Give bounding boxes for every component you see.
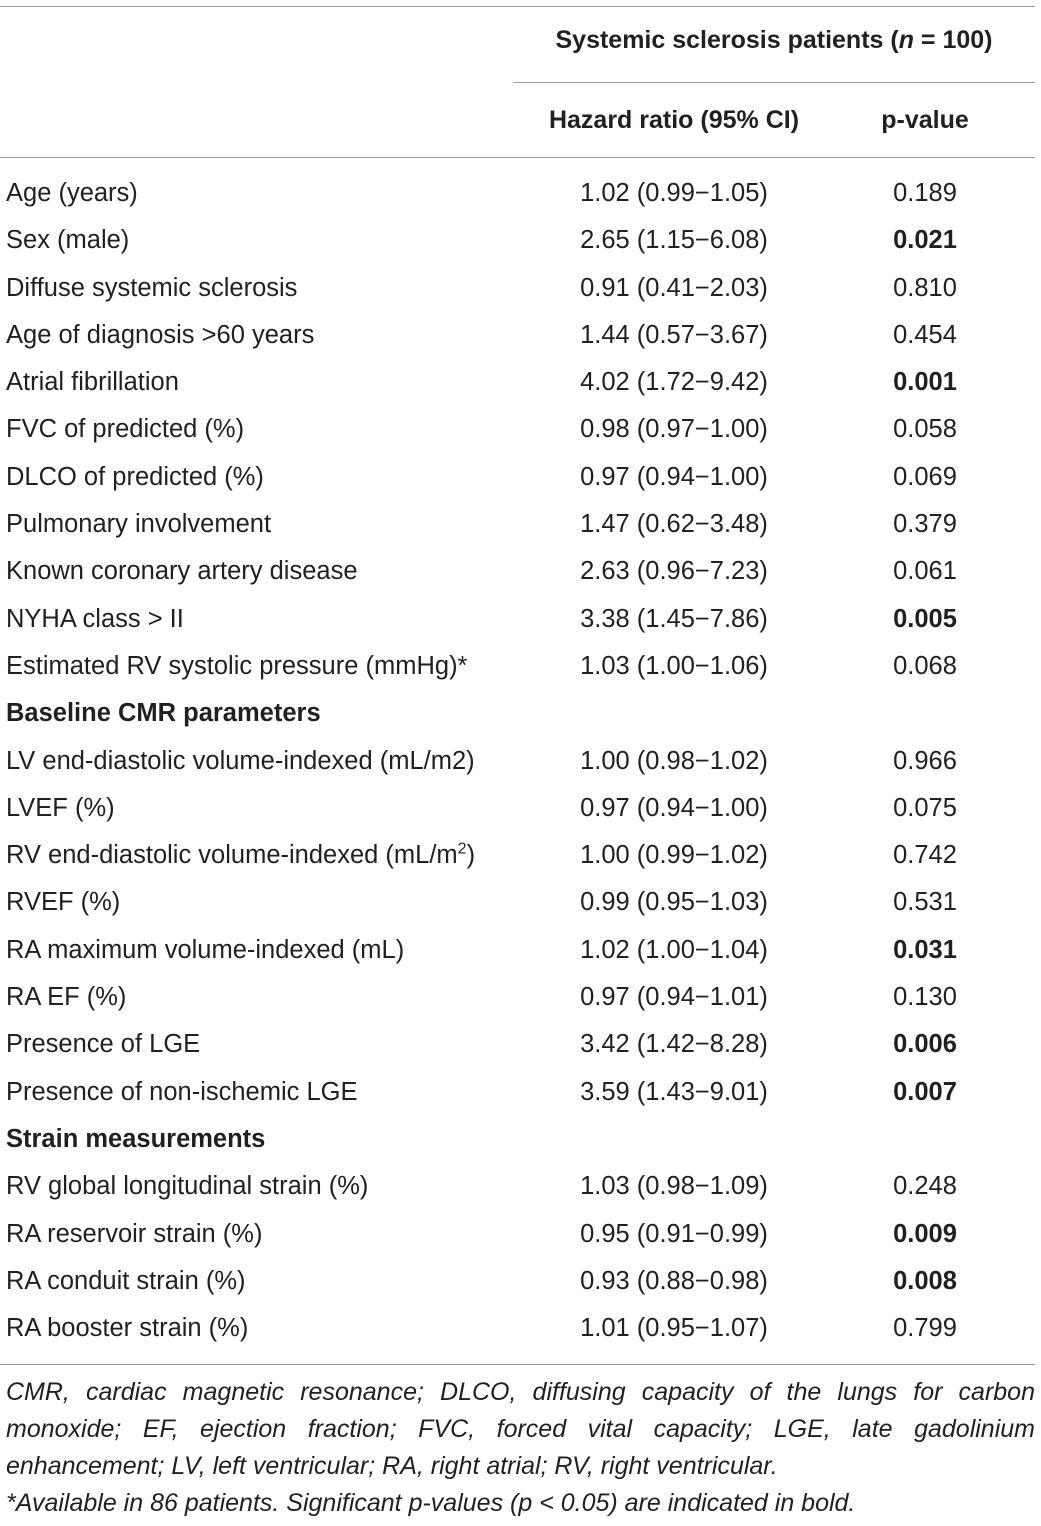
row-label: Presence of LGE xyxy=(6,1030,201,1059)
row-hazard-ratio: 2.65 (1.15−6.08) xyxy=(580,226,768,255)
group-header: Systemic sclerosis patients (n = 100) xyxy=(555,26,993,54)
row-p-value: 0.001 xyxy=(893,368,957,397)
table-row xyxy=(0,1021,1035,1068)
row-p-value: 0.021 xyxy=(893,226,957,255)
group-header-rule xyxy=(513,82,1035,83)
row-label: RA reservoir strain (%) xyxy=(6,1219,263,1248)
row-hazard-ratio: 3.59 (1.43−9.01) xyxy=(580,1077,768,1106)
table-row xyxy=(0,1258,1035,1305)
row-label: RV global longitudinal strain (%) xyxy=(6,1172,369,1201)
row-p-value: 0.379 xyxy=(893,510,957,539)
table-row xyxy=(0,1211,1035,1258)
column-header-hazard-ratio: Hazard ratio (95% CI) xyxy=(548,106,800,134)
row-label: RA conduit strain (%) xyxy=(6,1266,246,1295)
table-body xyxy=(0,170,1035,1352)
row-label: Presence of non-ischemic LGE xyxy=(6,1077,358,1106)
row-p-value: 0.058 xyxy=(893,415,957,444)
row-label: FVC of predicted (%) xyxy=(6,415,245,444)
row-label: Atrial fibrillation xyxy=(6,368,179,397)
row-p-value: 0.031 xyxy=(893,935,957,964)
row-p-value: 0.068 xyxy=(893,651,957,680)
table-row xyxy=(0,359,1035,406)
row-hazard-ratio: 0.98 (0.97−1.00) xyxy=(580,415,768,444)
row-p-value: 0.006 xyxy=(893,1030,957,1059)
row-p-value: 0.799 xyxy=(893,1314,957,1343)
row-p-value: 0.009 xyxy=(893,1219,957,1248)
table-row xyxy=(0,974,1035,1021)
row-p-value: 0.008 xyxy=(893,1266,957,1295)
table-row xyxy=(0,1305,1035,1352)
table-row xyxy=(0,170,1035,217)
table-row xyxy=(0,596,1035,643)
row-label: RVEF (%) xyxy=(6,888,121,917)
footnote-rule xyxy=(0,1364,1035,1365)
table-row xyxy=(0,454,1035,501)
table-row xyxy=(0,927,1035,974)
row-label: Age of diagnosis >60 years xyxy=(6,320,315,349)
row-p-value: 0.061 xyxy=(893,557,957,586)
row-hazard-ratio: 0.91 (0.41−2.03) xyxy=(580,273,768,302)
table-footnote xyxy=(6,1374,1035,1522)
row-hazard-ratio: 1.01 (0.95−1.07) xyxy=(580,1314,768,1343)
row-hazard-ratio: 1.47 (0.62−3.48) xyxy=(580,510,768,539)
row-p-value: 0.742 xyxy=(893,841,957,870)
row-label: Diffuse systemic sclerosis xyxy=(6,273,298,302)
row-hazard-ratio: 0.93 (0.88−0.98) xyxy=(580,1266,768,1295)
table-row xyxy=(0,738,1035,785)
footnote-significance: *Available in 86 patients. Significant p-values (p < 0.05) are indicated in bold. xyxy=(6,1489,856,1517)
section-label: Baseline CMR parameters xyxy=(6,699,321,728)
table-row xyxy=(0,1069,1035,1116)
superscript: 2 xyxy=(457,840,467,858)
row-hazard-ratio: 0.97 (0.94−1.01) xyxy=(580,983,768,1012)
row-label: Age (years) xyxy=(6,179,138,207)
table-row xyxy=(0,548,1035,595)
row-label: LVEF (%) xyxy=(6,793,115,822)
table-row xyxy=(0,406,1035,453)
row-p-value: 0.966 xyxy=(893,746,957,775)
row-hazard-ratio: 1.44 (0.57−3.67) xyxy=(580,320,768,349)
row-hazard-ratio: 1.03 (1.00−1.06) xyxy=(580,651,768,680)
table-row xyxy=(0,785,1035,832)
row-p-value: 0.007 xyxy=(893,1077,957,1106)
row-label: Pulmonary involvement xyxy=(6,510,272,539)
row-hazard-ratio: 2.63 (0.96−7.23) xyxy=(580,557,768,586)
row-label: RV end-diastolic volume-indexed $(mL/m^2)$ xyxy=(6,840,476,870)
row-hazard-ratio: 1.00 (0.99−1.02) xyxy=(580,841,768,870)
row-hazard-ratio: 0.95 (0.91−0.99) xyxy=(580,1219,768,1248)
table-row xyxy=(0,879,1035,926)
table-row xyxy=(0,1163,1035,1210)
group-header-n: n xyxy=(898,26,914,54)
row-label: Known coronary artery disease xyxy=(6,557,358,586)
row-p-value: 0.531 xyxy=(893,888,957,917)
row-hazard-ratio: 0.99 (0.95−1.03) xyxy=(580,888,768,917)
row-label: Sex (male) xyxy=(6,226,130,255)
row-p-value: 0.130 xyxy=(893,983,957,1012)
header-bottom-rule xyxy=(0,157,1035,158)
footnote-abbreviations: CMR, cardiac magnetic resonance; DLCO, diffusing capacity of the lungs for carbon monoxide; EF, ejection fraction; FVC, forced vital capacity; LGE, late gadolinium enhancement; LV, left ventricular; RA, right atrial; RV, right ventricular. xyxy=(6,1378,1035,1480)
row-p-value: 0.189 xyxy=(893,179,957,207)
row-label: LV end-diastolic volume-indexed (mL/m2) xyxy=(6,746,475,775)
table-row xyxy=(0,643,1035,690)
row-hazard-ratio: 1.03 (0.98−1.09) xyxy=(580,1172,768,1201)
row-p-value: 0.810 xyxy=(893,273,957,302)
row-hazard-ratio: 1.00 (0.98−1.02) xyxy=(580,746,768,775)
row-p-value: 0.005 xyxy=(893,604,957,633)
row-label: Estimated RV systolic pressure (mmHg)* xyxy=(6,651,468,680)
row-label: DLCO of predicted (%) xyxy=(6,462,264,491)
column-header-p-value: p-value xyxy=(881,106,969,134)
table-row xyxy=(0,832,1035,879)
row-hazard-ratio: 0.97 (0.94−1.00) xyxy=(580,793,768,822)
row-hazard-ratio: 3.42 (1.42−8.28) xyxy=(580,1030,768,1059)
row-p-value: 0.248 xyxy=(893,1172,957,1201)
row-hazard-ratio: 4.02 (1.72−9.42) xyxy=(580,368,768,397)
row-hazard-ratio: 3.38 (1.45−7.86) xyxy=(580,604,768,633)
table-row xyxy=(0,217,1035,264)
row-label: RA booster strain (%) xyxy=(6,1314,249,1343)
section-header-strain xyxy=(0,1116,1035,1163)
row-label: RA maximum volume-indexed (mL) xyxy=(6,935,405,964)
table-row xyxy=(0,312,1035,359)
row-label: RA EF (%) xyxy=(6,983,127,1012)
row-label: NYHA class > II xyxy=(6,604,184,633)
row-hazard-ratio: 0.97 (0.94−1.00) xyxy=(580,462,768,491)
section-label: Strain measurements xyxy=(6,1124,266,1153)
row-p-value: 0.075 xyxy=(893,793,957,822)
table-row xyxy=(0,501,1035,548)
row-p-value: 0.454 xyxy=(893,320,957,349)
row-hazard-ratio: 1.02 (0.99−1.05) xyxy=(580,179,768,207)
section-header-cmr xyxy=(0,690,1035,737)
row-hazard-ratio: 1.02 (1.00−1.04) xyxy=(580,935,768,964)
row-p-value: 0.069 xyxy=(893,462,957,491)
table-row xyxy=(0,265,1035,312)
table-top-rule xyxy=(0,6,1035,7)
